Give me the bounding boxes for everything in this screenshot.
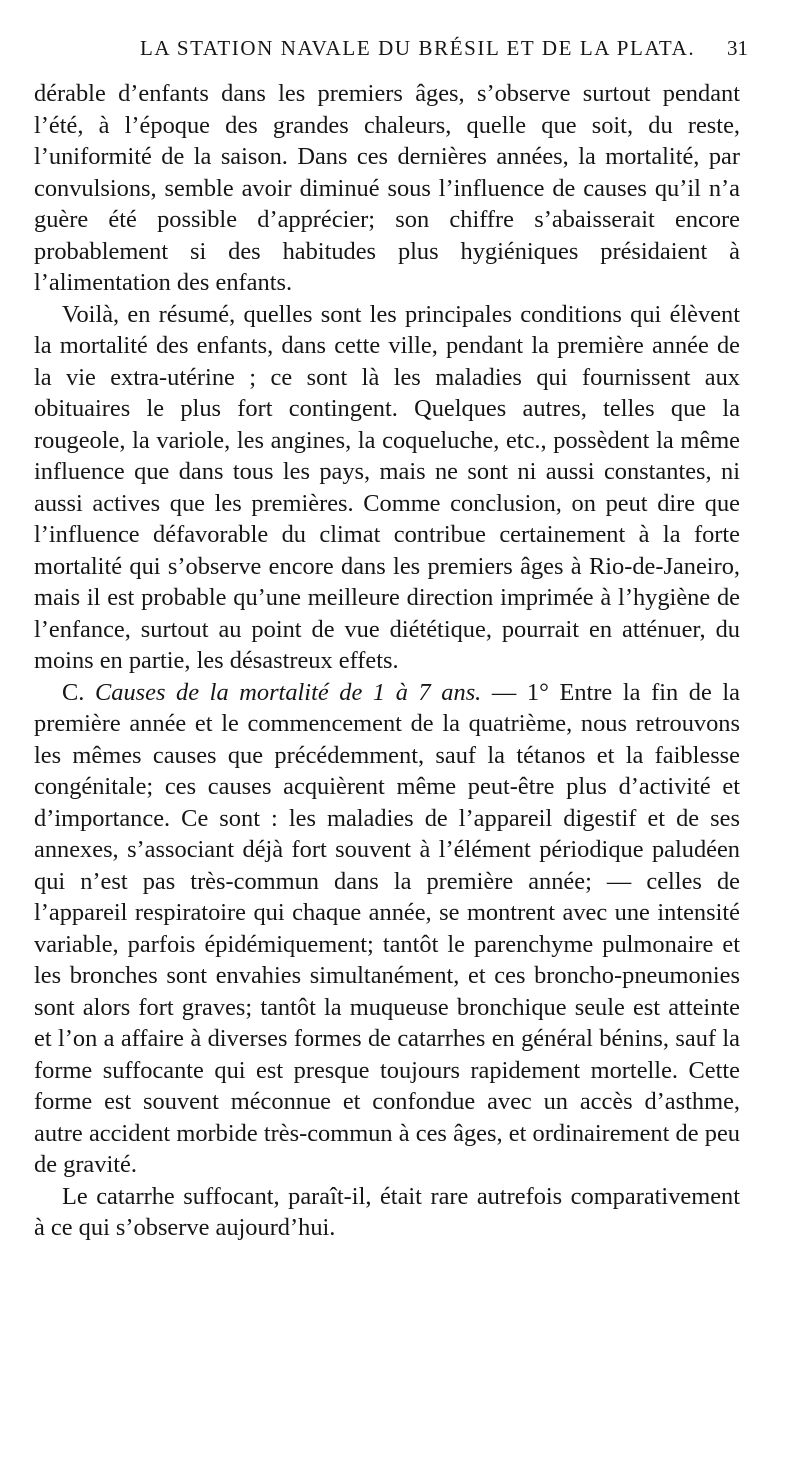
paragraph-2: Voilà, en résumé, quelles sont les principales conditions qui élèvent la mortalité des enfants, dans cette ville, pendant la première année de la vie extra-utérine ; ce sont là les maladies qui fournissent aux obituaires le plus fort contingent. Quelques autres, telles que la rougeole, la variole, les angines, la coqueluche, etc., possèdent la même influence que dans tous les pays, mais ne sont ni aussi constantes, ni aussi actives que les premières. Comme conclusion, on peut dire que l’influence défavorable du climat contribue certainement à la forte mortalité qui s’observe encore dans les premiers âges à Rio-de-Janeiro, mais il est probable qu’une meilleure direction imprimée à l’hygiène de l’enfance, surtout au point de vue diététique, pourrait en atténuer, du moins en partie, les désastreux effets. xyxy=(34,300,740,674)
paragraph-last: Le catarrhe suffocant, paraît-il, était rare autrefois comparativement à ce qui s’observe aujourd’hui. xyxy=(34,1182,740,1241)
running-head: LA STATION NAVALE DU BRÉSIL ET DE LA PLATA. xyxy=(140,36,696,60)
section-c-label: C. xyxy=(62,678,85,706)
section-c-text: — 1° Entre la fin de la première année et le commencement de la quatrième, nous retrouvons les mêmes causes que précédemment, sauf la tétanos et la faiblesse congénitale; ces causes acquièrent même peut-être plus d’activité et d’importance. Ce sont : les maladies de l’appareil digestif et de ses annexes, s’associant déjà fort souvent à l’élément périodique paludéen qui n’est pas très-commun dans la première année; — celles de l’appareil respiratoire qui chaque année, se montrent avec une intensité variable, parfois épidémiquement; tantôt le parenchyme pulmonaire et les bronches sont envahies simultanément, et ces broncho-pneumonies sont alors fort graves; tantôt la muqueuse bronchique seule est atteinte et l’on a affaire à diverses formes de catarrhes en général bénins, sauf la forme suffocante qui est presque toujours rapidement mortelle. Cette forme est souvent méconnue et confondue avec un accès d’asthme, autre accident morbide très-commun à ces âges, et ordinairement de peu de gravité. xyxy=(34,678,740,1178)
page-header xyxy=(0,36,800,72)
body-text xyxy=(34,78,740,1244)
section-c-title: Causes de la mortalité de 1 à 7 ans. xyxy=(94,678,482,706)
paragraph-1: dérable d’enfants dans les premiers âges, s’observe surtout pendant l’été, à l’époque des grandes chaleurs, quelle que soit, du reste, l’uniformité de la saison. Dans ces dernières années, la mortalité, par convulsions, semble avoir diminué sous l’influence de causes qu’il n’a guère été possible d’apprécier; son chiffre s’abaisserait encore probablement si des habitudes plus hygiéniques présidaient à l’alimentation des enfants. xyxy=(34,80,740,296)
section-c-paragraph xyxy=(34,677,740,1181)
page-number: 31 xyxy=(727,36,748,60)
